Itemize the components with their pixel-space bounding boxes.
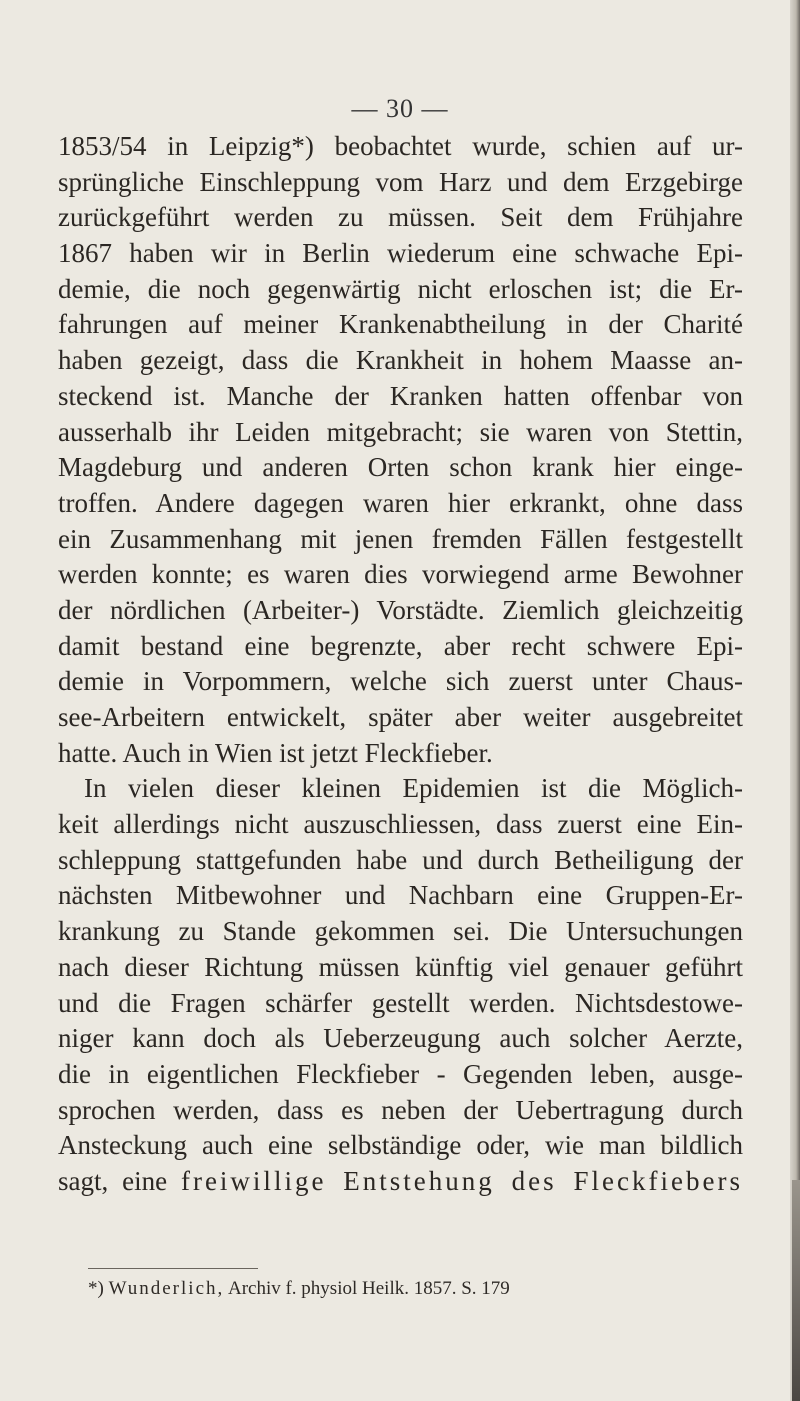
footnote-citation: Archiv f. physiol Heilk. 1857. S. 179 <box>227 1278 510 1299</box>
text-line: steckend ist. Manche der Kranken hatten offenbar von <box>58 380 743 411</box>
text-line: 1867 haben wir in Berlin wiederum eine schwache Epi- <box>58 238 743 269</box>
text-line: see-Arbeitern entwickelt, später aber weiter ausgebreitet <box>58 702 743 732</box>
text-line: troffen. Andere dagegen waren hier erkrankt, ohne dass <box>58 487 743 518</box>
page-number: — 30 — <box>351 94 449 123</box>
paragraph-end-line: hatte. Auch in Wien ist jetzt Fleckfieber. <box>58 737 493 768</box>
footnote-marker: *) <box>88 1278 104 1299</box>
text-line: schleppung stattgefunden habe und durch Betheiligung der <box>58 844 743 875</box>
text-line: werden konnte; es waren dies vorwiegend arme Bewohner <box>58 559 743 590</box>
footnote <box>88 1278 688 1300</box>
footnote-author: Wunderlich, <box>108 1278 225 1299</box>
text-line: demie, die noch gegenwärtig nicht erloschen ist; die Er- <box>58 273 743 304</box>
text-line: zurückgeführt werden zu müssen. Seit dem Frühjahre <box>58 202 743 233</box>
text-line: Magdeburg und anderen Orten schon krank hier einge- <box>58 452 743 483</box>
text-line: niger kann doch als Ueberzeugung auch solcher Aerzte, <box>58 1023 743 1054</box>
text-line: die in eigentlichen Fleckfieber - Gegenden leben, ausge- <box>58 1058 743 1089</box>
text-line: sprochen werden, dass es neben der Uebertragung durch <box>58 1094 743 1125</box>
text-line: damit bestand eine begrenzte, aber recht schwere Epi- <box>58 630 743 661</box>
text-line: krankung zu Stande gekommen sei. Die Untersuchungen <box>58 916 743 947</box>
text-line: ein Zusammenhang mit jenen fremden Fällen festgestellt <box>58 523 743 554</box>
final-line-prefix: sagt, eine <box>58 1165 181 1196</box>
text-line: keit allerdings nicht auszuschliessen, dass zuerst eine Ein- <box>58 809 743 840</box>
footnote-rule <box>88 1268 258 1269</box>
text-line: Ansteckung auch eine selbständige oder, wie man bildlich <box>58 1130 743 1161</box>
spaced-emphasis: freiwillige Entstehung des Fleckfiebers <box>180 1165 743 1196</box>
text-line: 1853/54 in Leipzig*) beobachtet wurde, schien auf ur- <box>58 131 743 161</box>
final-text-line <box>58 1164 743 1200</box>
text-line: fahrungen auf meiner Krankenabtheilung in der Charité <box>58 309 743 340</box>
page-edge-dark <box>792 1180 800 1401</box>
text-line: haben gezeigt, dass die Krankheit in hohem Maasse an- <box>58 345 743 376</box>
text-line: ausserhalb ihr Leiden mitgebracht; sie waren von Stettin, <box>58 416 743 447</box>
text-line: nach dieser Richtung müssen künftig viel genauer geführt <box>58 951 743 982</box>
body-text <box>58 129 743 1200</box>
paragraph-start-line: In vielen dieser kleinen Epidemien ist die Möglich- <box>84 773 743 804</box>
text-line: der nördlichen (Arbeiter-) Vorstädte. Ziemlich gleichzeitig <box>58 594 743 625</box>
text-line: nächsten Mitbewohner und Nachbarn eine Gruppen-Er- <box>58 880 743 911</box>
text-line: und die Fragen schärfer gestellt werden. Nichtsdestowe- <box>58 987 743 1018</box>
text-line: sprüngliche Einschleppung vom Harz und dem Erzgebirge <box>58 166 743 197</box>
text-line: demie in Vorpommern, welche sich zuerst unter Chaus- <box>58 666 743 697</box>
